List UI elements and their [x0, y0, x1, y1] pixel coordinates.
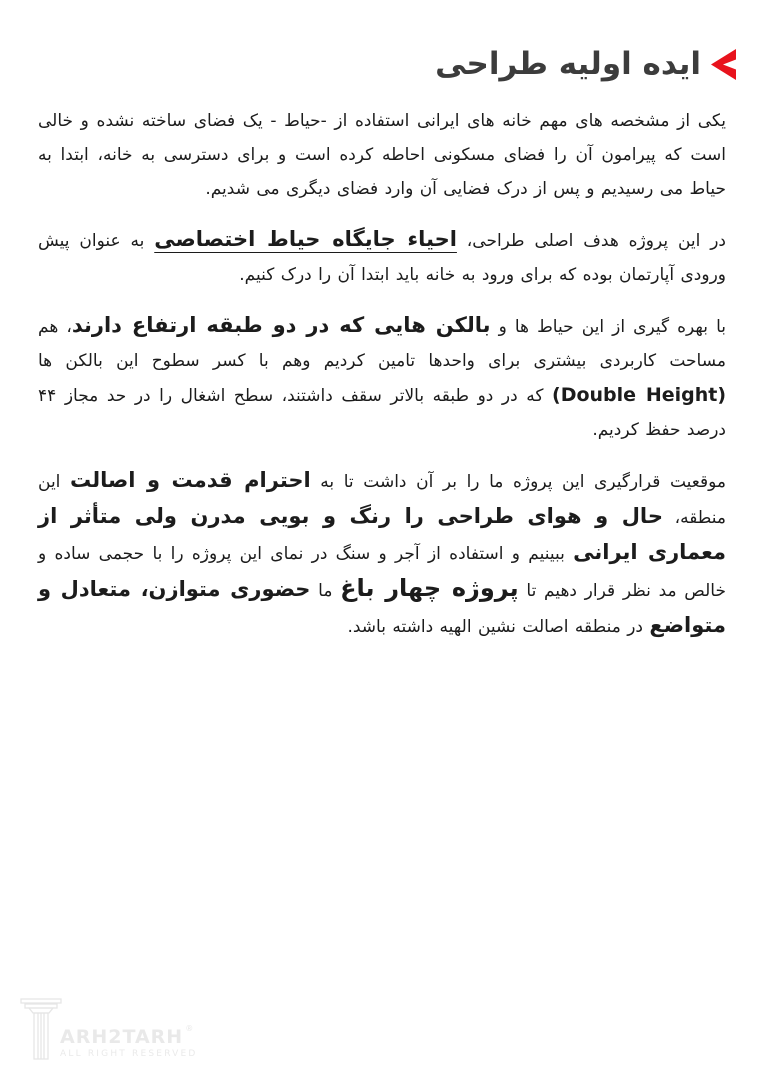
text-run: در این پروژه هدف اصلی طراحی، [456, 231, 726, 252]
text-run: به عنوان پیش ورودی آپارتمان بوده که برای ورود به خانه باید ابتدا آن را درک کنیم. [38, 231, 726, 286]
text-run-emphasis-underlined: احیاء جایگاه حیاط اختصاصی [154, 227, 457, 252]
text-run: ببینیم و استفاده از آجر و سنگ در نمای این پروژه را با حجمی ساده و خالص مد نظر قرار دهیم تا [38, 544, 726, 602]
text-run-emphasis: بالکن هایی که در دو طبقه ارتفاع دارند [71, 313, 491, 338]
brand-name: ARH2TARH [60, 1026, 184, 1048]
document-body [0, 104, 764, 644]
text-run-project-name: پروژه چهار باغ [340, 574, 519, 603]
registered-mark-icon: ® [185, 1024, 194, 1033]
text-run: که در دو طبقه بالاتر سقف داشتند، سطح اشغال را در حد مجاز ۴۴ درصد حفظ کردیم. [38, 386, 726, 441]
text-run: یکی از مشخصه های مهم خانه های ایرانی استفاده از -حیاط - یک فضای ساخته نشده و خالی است که پیرامون آن را فضای مسکونی احاطه کرده است و برای دسترسی به خانه، ابتدا به حیاط می رسیدیم و پس از درک فضایی آن وارد فضای دیگری می شدیم. [38, 111, 726, 200]
page-title: ایده اولیه طراحی [435, 46, 701, 82]
text-run: این منطقه، [38, 472, 726, 529]
text-run-emphasis: احترام قدمت و اصالت [70, 468, 311, 493]
column-logo-icon [18, 996, 64, 1062]
text-run: موقعیت قرارگیری این پروژه ما را بر آن داشت تا به [310, 472, 726, 493]
text-run-emphasis: حال و هوای طراحی را رنگ و بویی مدرن ولی متأثر از معماری ایرانی [38, 504, 726, 565]
paragraph-location-context [38, 463, 726, 644]
paragraph-design-goal [38, 222, 726, 292]
text-run: در منطقه اصالت نشین الهیه داشته باشد. [347, 617, 650, 638]
rights-tagline: ALL RIGHT RESERVED [60, 1049, 198, 1059]
text-run-latin: (Double Height) [552, 384, 727, 407]
paragraph-courtyard-intro [38, 104, 726, 206]
watermark [18, 996, 198, 1062]
text-run: با بهره گیری از این حیاط ها و [490, 317, 726, 338]
text-run-emphasis: حضوری متوازن، متعادل و متواضع [38, 577, 726, 638]
text-run: ، هم مساحت کاربردی بیشتری برای واحدها تامین کردیم وهم با کسر سطوح این بالکن ها [38, 317, 726, 372]
red-chevron-icon [711, 49, 736, 80]
watermark-text [60, 1024, 198, 1062]
text-run: ما [310, 581, 341, 602]
paragraph-balconies [38, 308, 726, 447]
page-title-row [0, 0, 764, 83]
